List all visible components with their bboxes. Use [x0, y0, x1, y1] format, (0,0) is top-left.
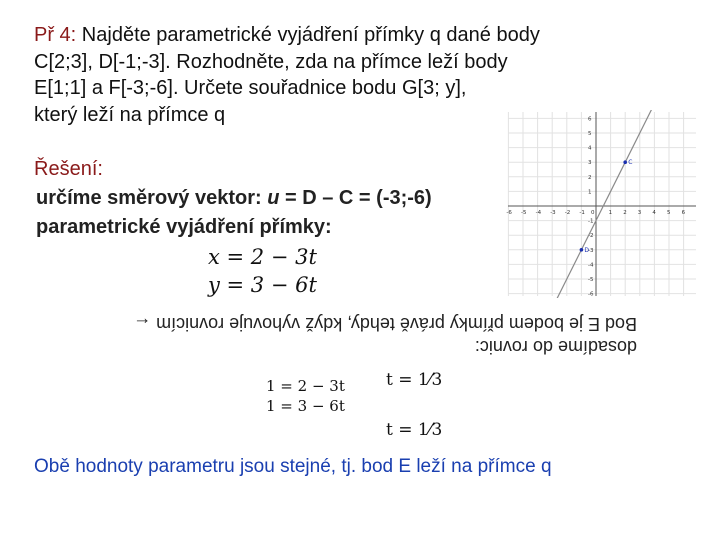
equation-y: y = 3 − 6t — [208, 273, 317, 297]
y-tick-label: -6 — [588, 291, 594, 298]
x-tick-label: -1 — [579, 210, 585, 216]
y-tick-label: 3 — [588, 160, 592, 167]
point-d — [580, 248, 584, 252]
y-tick-label: 4 — [588, 145, 592, 152]
equation-x: x = 2 − 3t — [208, 245, 317, 269]
point-label: C — [628, 159, 633, 167]
y-tick-label: -3 — [588, 247, 594, 254]
coordinate-graph — [506, 110, 698, 298]
task-line-2: C[2;3], D[-1;-3]. Rozhodněte, zda na přímce leží body — [34, 50, 508, 73]
x-tick-label: -2 — [564, 210, 571, 216]
x-tick-label: -3 — [550, 210, 556, 216]
solution-label: Řešení: — [34, 158, 103, 180]
task-line-1: Př 4: Najděte parametrické vyjádření přímky q dané body — [34, 24, 540, 46]
x-tick-label: -4 — [535, 210, 542, 216]
task-line-4: který leží na přímce q — [34, 103, 226, 126]
check-equation-1: 1 = 2 − 3t — [266, 377, 345, 395]
y-tick-label: -4 — [588, 262, 594, 269]
mirrored-line-2: dosadíme do rovnic: — [474, 337, 637, 357]
x-tick-label: 3 — [637, 210, 642, 216]
x-tick-label: 0 — [591, 210, 595, 216]
direction-vector-line: určíme směrový vektor: u = D – C = (-3;-6) — [36, 187, 432, 209]
point-label: D — [584, 246, 590, 254]
y-tick-label: 1 — [588, 189, 592, 196]
x-tick-label: 2 — [623, 210, 627, 216]
task-number: Př 4: — [34, 24, 77, 46]
y-tick-label: -1 — [588, 218, 594, 225]
x-tick-label: -5 — [521, 210, 527, 216]
y-tick-label: 5 — [588, 131, 592, 137]
point-c — [623, 160, 627, 164]
conclusion: Obě hodnoty parametru jsou stejné, tj. bod E leží na přímce q — [34, 456, 552, 477]
mirrored-line-1: Bod E je bodem přímky právě tehdy, když vyhovuje rovnicím ← — [133, 314, 637, 334]
y-tick-label: -2 — [588, 233, 594, 240]
x-tick-label: 4 — [652, 210, 656, 216]
x-tick-label: 6 — [681, 210, 686, 216]
x-tick-label: 5 — [667, 210, 671, 216]
task-line-3: E[1;1] a F[-3;-6]. Určete souřadnice bodu G[3; y], — [34, 77, 467, 99]
t-value-2: t = 1⁄3 — [386, 420, 443, 440]
t-value-1: t = 1⁄3 — [386, 370, 443, 390]
y-tick-label: 2 — [588, 174, 592, 181]
x-tick-label: 1 — [608, 210, 613, 216]
vector-u: u — [267, 187, 280, 209]
mirrored-text-block — [133, 312, 637, 358]
y-tick-label: 6 — [588, 116, 592, 123]
parametric-heading: parametrické vyjádření přímky: — [36, 216, 332, 238]
x-tick-label: -6 — [506, 210, 512, 216]
check-equation-2: 1 = 3 − 6t — [266, 397, 345, 415]
y-tick-label: -5 — [588, 277, 594, 283]
